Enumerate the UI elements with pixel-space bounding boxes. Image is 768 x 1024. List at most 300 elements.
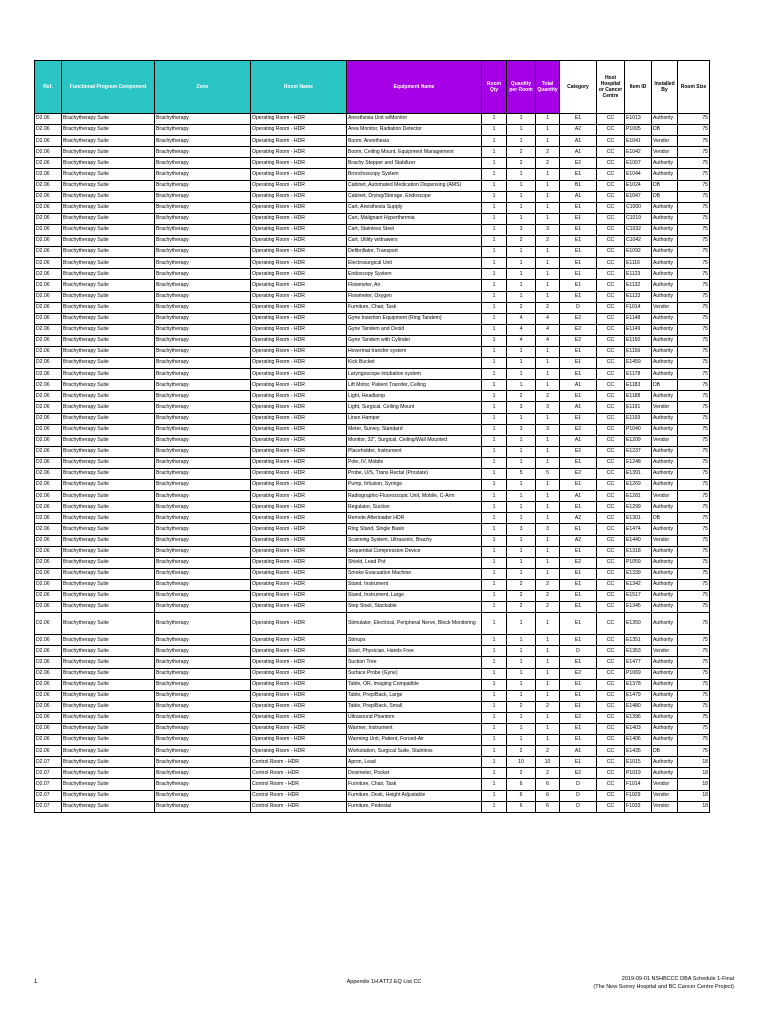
cell-equipment-name: Radiographic-Fluoroscopic Unit, Mobile, C-Arm [347, 491, 482, 502]
cell-room-size: 75 [678, 291, 710, 302]
cell-room-qty: 1 [482, 335, 507, 346]
cell-item-id: E1042 [625, 147, 652, 158]
cell-total-qty: 1 [536, 635, 560, 646]
cell-zone: Brachytherapy [155, 136, 251, 147]
cell-room-name: Operating Room - HDR [251, 679, 347, 690]
cell-total-qty: 3 [536, 402, 560, 413]
cell-component: Brachytherapy Suite [62, 424, 155, 435]
cell-room-name: Operating Room - HDR [251, 746, 347, 757]
header-equipment-name: Equipment Name [347, 61, 482, 114]
table-row [35, 213, 710, 224]
cell-total-qty: 1 [536, 191, 560, 202]
cell-room-qty: 1 [482, 757, 507, 768]
cell-room-qty: 1 [482, 358, 507, 369]
cell-item-id: E1517 [625, 591, 652, 602]
cell-category: A1 [560, 402, 597, 413]
cell-ref: D2.06 [35, 413, 62, 424]
table-row [35, 480, 710, 491]
cell-room-name: Operating Room - HDR [251, 369, 347, 380]
cell-component: Brachytherapy Suite [62, 291, 155, 302]
cell-ref: D2.06 [35, 723, 62, 734]
cell-host: CC [597, 602, 625, 613]
cell-qty-per-room: 2 [507, 302, 536, 313]
cell-ref: D2.06 [35, 380, 62, 391]
cell-installed-by: Authority [652, 591, 678, 602]
cell-room-name: Operating Room - HDR [251, 236, 347, 247]
cell-total-qty: 2 [536, 602, 560, 613]
cell-category: A1 [560, 147, 597, 158]
header-room-qty: Room Qty [482, 61, 507, 114]
table-row [35, 291, 710, 302]
cell-item-id: E1474 [625, 524, 652, 535]
cell-room-qty: 1 [482, 158, 507, 169]
cell-host: CC [597, 790, 625, 801]
cell-host: CC [597, 269, 625, 280]
cell-total-qty: 1 [536, 480, 560, 491]
cell-equipment-name: Regulator, Suction [347, 502, 482, 513]
cell-room-name: Operating Room - HDR [251, 413, 347, 424]
cell-zone: Brachytherapy [155, 613, 251, 635]
cell-equipment-name: Cart, Utility w/drawers [347, 236, 482, 247]
table-row [35, 202, 710, 213]
cell-equipment-name: Light, Surgical, Ceiling Mount [347, 402, 482, 413]
cell-item-id: E1353 [625, 646, 652, 657]
cell-total-qty: 1 [536, 346, 560, 357]
cell-room-size: 18 [678, 790, 710, 801]
cell-installed-by: Vendor [652, 491, 678, 502]
cell-category: E1 [560, 213, 597, 224]
cell-qty-per-room: 2 [507, 391, 536, 402]
cell-room-size: 75 [678, 424, 710, 435]
cell-room-size: 75 [678, 513, 710, 524]
cell-ref: D2.06 [35, 269, 62, 280]
cell-total-qty: 4 [536, 335, 560, 346]
cell-ref: D2.06 [35, 668, 62, 679]
cell-component: Brachytherapy Suite [62, 768, 155, 779]
cell-category: A1 [560, 435, 597, 446]
cell-item-id: P1059 [625, 557, 652, 568]
cell-room-qty: 1 [482, 591, 507, 602]
cell-category: D [560, 302, 597, 313]
cell-room-qty: 1 [482, 114, 507, 125]
cell-room-size: 75 [678, 613, 710, 635]
cell-zone: Brachytherapy [155, 746, 251, 757]
cell-total-qty: 1 [536, 202, 560, 213]
cell-zone: Brachytherapy [155, 202, 251, 213]
cell-room-qty: 1 [482, 446, 507, 457]
cell-host: CC [597, 513, 625, 524]
cell-component: Brachytherapy Suite [62, 158, 155, 169]
cell-installed-by: Authority [652, 413, 678, 424]
cell-equipment-name: Gyne Tandem with Cylinder [347, 335, 482, 346]
cell-ref: D2.06 [35, 147, 62, 158]
cell-host: CC [597, 125, 625, 136]
cell-installed-by: Vendor [652, 136, 678, 147]
equipment-list-table [34, 60, 710, 813]
cell-installed-by: Authority [652, 768, 678, 779]
cell-category: E1 [560, 591, 597, 602]
cell-qty-per-room: 4 [507, 324, 536, 335]
cell-qty-per-room: 1 [507, 291, 536, 302]
cell-component: Brachytherapy Suite [62, 413, 155, 424]
cell-qty-per-room: 1 [507, 346, 536, 357]
cell-component: Brachytherapy Suite [62, 535, 155, 546]
cell-equipment-name: Furniture, Chair, Task [347, 779, 482, 790]
cell-category: E2 [560, 768, 597, 779]
cell-component: Brachytherapy Suite [62, 657, 155, 668]
cell-equipment-name: Sequential Compression Device [347, 546, 482, 557]
cell-zone: Brachytherapy [155, 546, 251, 557]
cell-installed-by: Authority [652, 568, 678, 579]
cell-ref: D2.06 [35, 302, 62, 313]
cell-equipment-name: Workstation, Surgical Suite, Stainless [347, 746, 482, 757]
cell-zone: Brachytherapy [155, 435, 251, 446]
cell-component: Brachytherapy Suite [62, 690, 155, 701]
cell-host: CC [597, 635, 625, 646]
cell-item-id: E1237 [625, 446, 652, 457]
cell-category: E2 [560, 335, 597, 346]
cell-installed-by: Vendor [652, 302, 678, 313]
cell-room-name: Operating Room - HDR [251, 646, 347, 657]
table-row [35, 114, 710, 125]
cell-item-id: E1350 [625, 613, 652, 635]
cell-room-size: 75 [678, 114, 710, 125]
cell-equipment-name: Flowmeter, Oxygen [347, 291, 482, 302]
cell-equipment-name: Light, Headlamp [347, 391, 482, 402]
cell-room-qty: 1 [482, 524, 507, 535]
cell-total-qty: 1 [536, 125, 560, 136]
cell-item-id: E1477 [625, 657, 652, 668]
table-row [35, 335, 710, 346]
cell-room-size: 75 [678, 579, 710, 590]
cell-component: Brachytherapy Suite [62, 125, 155, 136]
cell-room-name: Operating Room - HDR [251, 424, 347, 435]
cell-host: CC [597, 413, 625, 424]
table-row [35, 147, 710, 158]
cell-total-qty: 2 [536, 158, 560, 169]
cell-room-qty: 1 [482, 391, 507, 402]
cell-item-id: F1033 [625, 801, 652, 812]
cell-item-id: E1299 [625, 502, 652, 513]
cell-equipment-name: Stool, Physician, Hands Free [347, 646, 482, 657]
cell-ref: D2.06 [35, 491, 62, 502]
cell-qty-per-room: 4 [507, 313, 536, 324]
cell-category: E1 [560, 613, 597, 635]
cell-ref: D2.06 [35, 712, 62, 723]
cell-ref: D2.06 [35, 690, 62, 701]
cell-host: CC [597, 169, 625, 180]
cell-zone: Brachytherapy [155, 280, 251, 291]
cell-qty-per-room: 1 [507, 712, 536, 723]
cell-component: Brachytherapy Suite [62, 169, 155, 180]
footer-document-title: 2019-09-01 NSHBCCC DBA Schedule 1-Final [621, 976, 734, 982]
cell-room-size: 75 [678, 158, 710, 169]
cell-qty-per-room: 10 [507, 757, 536, 768]
cell-category: E1 [560, 723, 597, 734]
cell-installed-by: Vendor [652, 535, 678, 546]
cell-host: CC [597, 391, 625, 402]
cell-zone: Brachytherapy [155, 491, 251, 502]
cell-total-qty: 1 [536, 369, 560, 380]
cell-installed-by: Authority [652, 247, 678, 258]
cell-zone: Brachytherapy [155, 269, 251, 280]
cell-component: Brachytherapy Suite [62, 402, 155, 413]
cell-equipment-name: Anesthesia Unit w/Monitor [347, 114, 482, 125]
cell-zone: Brachytherapy [155, 369, 251, 380]
cell-component: Brachytherapy Suite [62, 546, 155, 557]
table-row [35, 579, 710, 590]
cell-total-qty: 1 [536, 291, 560, 302]
cell-category: E1 [560, 679, 597, 690]
cell-item-id: E1092 [625, 247, 652, 258]
cell-room-qty: 1 [482, 213, 507, 224]
cell-equipment-name: Brachy Stepper and Stabilizer [347, 158, 482, 169]
cell-room-size: 75 [678, 712, 710, 723]
cell-room-qty: 1 [482, 602, 507, 613]
cell-ref: D2.06 [35, 258, 62, 269]
table-row [35, 191, 710, 202]
cell-ref: D2.06 [35, 446, 62, 457]
cell-qty-per-room: 1 [507, 668, 536, 679]
cell-host: CC [597, 313, 625, 324]
cell-qty-per-room: 1 [507, 446, 536, 457]
cell-item-id: E1403 [625, 723, 652, 734]
cell-total-qty: 6 [536, 779, 560, 790]
cell-installed-by: Authority [652, 602, 678, 613]
cell-host: CC [597, 524, 625, 535]
cell-ref: D2.06 [35, 646, 62, 657]
cell-total-qty: 10 [536, 757, 560, 768]
cell-total-qty: 1 [536, 679, 560, 690]
cell-room-size: 75 [678, 147, 710, 158]
cell-room-name: Control Room - HDR [251, 757, 347, 768]
cell-component: Brachytherapy Suite [62, 801, 155, 812]
cell-installed-by: Authority [652, 557, 678, 568]
cell-room-name: Operating Room - HDR [251, 480, 347, 491]
cell-total-qty: 3 [536, 224, 560, 235]
cell-qty-per-room: 2 [507, 147, 536, 158]
cell-installed-by: Authority [652, 391, 678, 402]
cell-installed-by: Vendor [652, 402, 678, 413]
cell-item-id: E1351 [625, 635, 652, 646]
cell-ref: D2.06 [35, 735, 62, 746]
cell-component: Brachytherapy Suite [62, 247, 155, 258]
cell-qty-per-room: 1 [507, 258, 536, 269]
cell-component: Brachytherapy Suite [62, 136, 155, 147]
cell-total-qty: 3 [536, 524, 560, 535]
cell-total-qty: 2 [536, 591, 560, 602]
cell-room-name: Operating Room - HDR [251, 358, 347, 369]
cell-component: Brachytherapy Suite [62, 790, 155, 801]
cell-room-size: 75 [678, 136, 710, 147]
cell-room-qty: 1 [482, 380, 507, 391]
cell-installed-by: Authority [652, 613, 678, 635]
cell-room-name: Operating Room - HDR [251, 568, 347, 579]
cell-room-name: Operating Room - HDR [251, 469, 347, 480]
cell-installed-by: Authority [652, 280, 678, 291]
cell-zone: Brachytherapy [155, 324, 251, 335]
cell-room-qty: 1 [482, 313, 507, 324]
cell-installed-by: Authority [652, 346, 678, 357]
cell-qty-per-room: 1 [507, 369, 536, 380]
cell-room-size: 18 [678, 768, 710, 779]
cell-component: Brachytherapy Suite [62, 391, 155, 402]
cell-ref: D2.06 [35, 280, 62, 291]
cell-room-qty: 1 [482, 735, 507, 746]
cell-installed-by: Authority [652, 236, 678, 247]
cell-room-qty: 1 [482, 480, 507, 491]
cell-equipment-name: Furniture, Pedestal [347, 801, 482, 812]
cell-item-id: E1391 [625, 469, 652, 480]
cell-equipment-name: Defibrillator, Transport [347, 247, 482, 258]
cell-installed-by: Authority [652, 657, 678, 668]
table-row [35, 557, 710, 568]
cell-total-qty: 6 [536, 801, 560, 812]
cell-equipment-name: Kick Bucket [347, 358, 482, 369]
cell-room-size: 75 [678, 469, 710, 480]
table-row [35, 768, 710, 779]
cell-component: Brachytherapy Suite [62, 579, 155, 590]
cell-room-qty: 1 [482, 668, 507, 679]
cell-total-qty: 2 [536, 746, 560, 757]
header-installed-by: Installed By [652, 61, 678, 114]
cell-room-name: Operating Room - HDR [251, 657, 347, 668]
cell-qty-per-room: 1 [507, 358, 536, 369]
cell-component: Brachytherapy Suite [62, 435, 155, 446]
cell-installed-by: Authority [652, 313, 678, 324]
cell-host: CC [597, 779, 625, 790]
cell-room-size: 75 [678, 358, 710, 369]
cell-ref: D2.06 [35, 358, 62, 369]
cell-zone: Brachytherapy [155, 801, 251, 812]
cell-item-id: E1149 [625, 324, 652, 335]
cell-equipment-name: Step Stool, Stackable [347, 602, 482, 613]
cell-equipment-name: Table, OR, Imaging Compatible [347, 679, 482, 690]
cell-qty-per-room: 2 [507, 602, 536, 613]
cell-category: E2 [560, 324, 597, 335]
cell-room-name: Operating Room - HDR [251, 712, 347, 723]
cell-qty-per-room: 1 [507, 613, 536, 635]
cell-equipment-name: Laryngoscope intubation system [347, 369, 482, 380]
cell-total-qty: 1 [536, 213, 560, 224]
cell-equipment-name: Area Monitor, Radiation Detector [347, 125, 482, 136]
cell-zone: Brachytherapy [155, 446, 251, 457]
cell-equipment-name: Placeholder, Instrument [347, 446, 482, 457]
cell-equipment-name: Endoscopy System [347, 269, 482, 280]
cell-total-qty: 2 [536, 579, 560, 590]
cell-item-id: E1378 [625, 679, 652, 690]
cell-room-name: Operating Room - HDR [251, 690, 347, 701]
cell-room-size: 75 [678, 258, 710, 269]
cell-room-name: Operating Room - HDR [251, 269, 347, 280]
cell-installed-by: Authority [652, 213, 678, 224]
cell-total-qty: 1 [536, 380, 560, 391]
cell-room-qty: 1 [482, 546, 507, 557]
cell-zone: Brachytherapy [155, 790, 251, 801]
cell-host: CC [597, 324, 625, 335]
table-row [35, 723, 710, 734]
cell-qty-per-room: 1 [507, 136, 536, 147]
cell-room-qty: 1 [482, 269, 507, 280]
cell-host: CC [597, 557, 625, 568]
cell-room-size: 75 [678, 535, 710, 546]
cell-total-qty: 1 [536, 169, 560, 180]
cell-item-id: E1248 [625, 457, 652, 468]
cell-equipment-name: Shield, Lead Pot [347, 557, 482, 568]
cell-item-id: E1406 [625, 735, 652, 746]
table-row [35, 169, 710, 180]
cell-equipment-name: Suction Tree [347, 657, 482, 668]
cell-installed-by: Authority [652, 579, 678, 590]
table-row [35, 402, 710, 413]
cell-category: E1 [560, 369, 597, 380]
footer-project-name: (The New Surrey Hospital and BC Cancer Centre Project) [593, 984, 734, 990]
cell-category: E1 [560, 602, 597, 613]
cell-room-name: Operating Room - HDR [251, 291, 347, 302]
cell-ref: D2.06 [35, 568, 62, 579]
cell-installed-by: Vendor [652, 801, 678, 812]
header-ref: Ref. [35, 61, 62, 114]
cell-ref: D2.06 [35, 746, 62, 757]
cell-equipment-name: Monitor, 32", Surgical, Ceiling/Wall Mounted [347, 435, 482, 446]
cell-room-name: Operating Room - HDR [251, 346, 347, 357]
cell-item-id: F1014 [625, 302, 652, 313]
cell-host: CC [597, 701, 625, 712]
cell-room-name: Operating Room - HDR [251, 591, 347, 602]
cell-component: Brachytherapy Suite [62, 213, 155, 224]
cell-ref: D2.06 [35, 213, 62, 224]
table-row [35, 524, 710, 535]
cell-room-size: 75 [678, 180, 710, 191]
cell-room-size: 75 [678, 380, 710, 391]
cell-category: E1 [560, 657, 597, 668]
cell-room-name: Operating Room - HDR [251, 324, 347, 335]
cell-category: E1 [560, 524, 597, 535]
cell-room-size: 18 [678, 801, 710, 812]
cell-installed-by: Vendor [652, 147, 678, 158]
cell-ref: D2.06 [35, 247, 62, 258]
cell-equipment-name: Table, Prep/Back, Large [347, 690, 482, 701]
cell-equipment-name: Ultrasound Phantom [347, 712, 482, 723]
cell-host: CC [597, 613, 625, 635]
cell-qty-per-room: 1 [507, 535, 536, 546]
cell-qty-per-room: 5 [507, 469, 536, 480]
cell-installed-by: Authority [652, 202, 678, 213]
cell-component: Brachytherapy Suite [62, 568, 155, 579]
cell-category: E1 [560, 735, 597, 746]
table-row [35, 591, 710, 602]
cell-room-size: 75 [678, 491, 710, 502]
cell-component: Brachytherapy Suite [62, 757, 155, 768]
cell-zone: Brachytherapy [155, 646, 251, 657]
cell-qty-per-room: 6 [507, 790, 536, 801]
cell-room-name: Operating Room - HDR [251, 280, 347, 291]
cell-qty-per-room: 1 [507, 269, 536, 280]
cell-component: Brachytherapy Suite [62, 779, 155, 790]
cell-category: E1 [560, 546, 597, 557]
cell-host: CC [597, 247, 625, 258]
cell-host: CC [597, 491, 625, 502]
cell-qty-per-room: 3 [507, 402, 536, 413]
cell-room-qty: 1 [482, 147, 507, 158]
cell-ref: D2.06 [35, 591, 62, 602]
table-row [35, 469, 710, 480]
cell-room-size: 75 [678, 723, 710, 734]
cell-host: CC [597, 302, 625, 313]
cell-zone: Brachytherapy [155, 602, 251, 613]
cell-item-id: E1480 [625, 701, 652, 712]
cell-host: CC [597, 358, 625, 369]
